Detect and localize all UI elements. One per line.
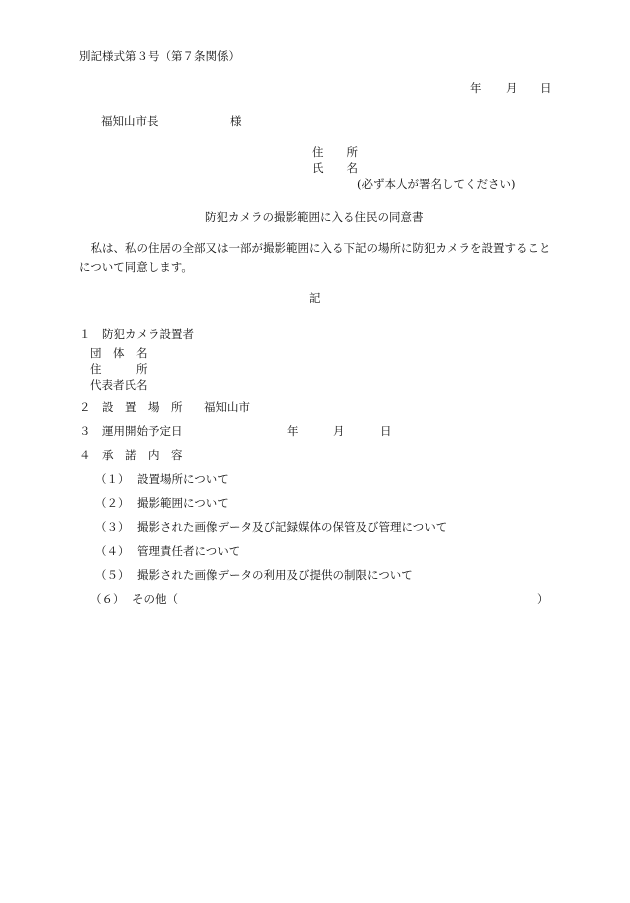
- start-date-label: ３ 運用開始予定日: [79, 424, 183, 438]
- applicant-name-label: 氏 名: [312, 161, 358, 175]
- applicant-address-label: 住 所: [312, 145, 358, 159]
- group-name-label: 団 体 名: [90, 346, 148, 360]
- subitem-1-num: （１）: [95, 472, 130, 486]
- addressee-name: 福知山市長: [101, 114, 159, 128]
- subitem-1-text: 設置場所について: [137, 472, 229, 486]
- installer-heading: １ 防犯カメラ設置者: [79, 327, 194, 341]
- subitem-2-text: 撮影範囲について: [137, 496, 229, 510]
- ki-label: 記: [309, 291, 321, 305]
- subitem-4-text: 管理責任者について: [137, 544, 241, 558]
- addressee-honorific: 様: [230, 114, 242, 128]
- date-month: 月: [506, 81, 518, 95]
- date-day: 日: [540, 81, 552, 95]
- installer-address-label: 住 所: [90, 362, 148, 376]
- signature-note: (必ず本人が署名してください): [357, 177, 516, 191]
- location-value: 福知山市: [204, 400, 250, 414]
- start-date-year: 年: [287, 424, 299, 438]
- subitem-3-num: （３）: [95, 520, 130, 534]
- consent-body: 私は、私の住居の全部又は一部が撮影範囲に入る下記の場所に防犯カメラを設置することについて同意します。: [79, 241, 551, 274]
- subitem-4-num: （４）: [95, 544, 130, 558]
- subitem-6-text: その他（: [132, 592, 178, 606]
- subitem-2-num: （２）: [95, 496, 130, 510]
- location-label: ２ 設 置 場 所: [79, 400, 183, 414]
- subitem-6-close: ）: [537, 592, 549, 606]
- start-date-month: 月: [333, 424, 345, 438]
- consent-heading: ４ 承 諾 内 容: [79, 448, 183, 462]
- subitem-6-num: （６）: [90, 592, 125, 606]
- subitem-3-text: 撮影された画像データ及び記録媒体の保管及び管理について: [137, 520, 448, 534]
- representative-label: 代表者氏名: [90, 378, 148, 392]
- form-label: 別記様式第３号（第７条関係）: [79, 49, 240, 63]
- subitem-5-num: （５）: [95, 568, 130, 582]
- document-title: 防犯カメラの撮影範囲に入る住民の同意書: [205, 210, 424, 224]
- subitem-5-text: 撮影された画像データの利用及び提供の制限について: [137, 568, 413, 582]
- date-year: 年: [470, 81, 482, 95]
- start-date-day: 日: [380, 424, 392, 438]
